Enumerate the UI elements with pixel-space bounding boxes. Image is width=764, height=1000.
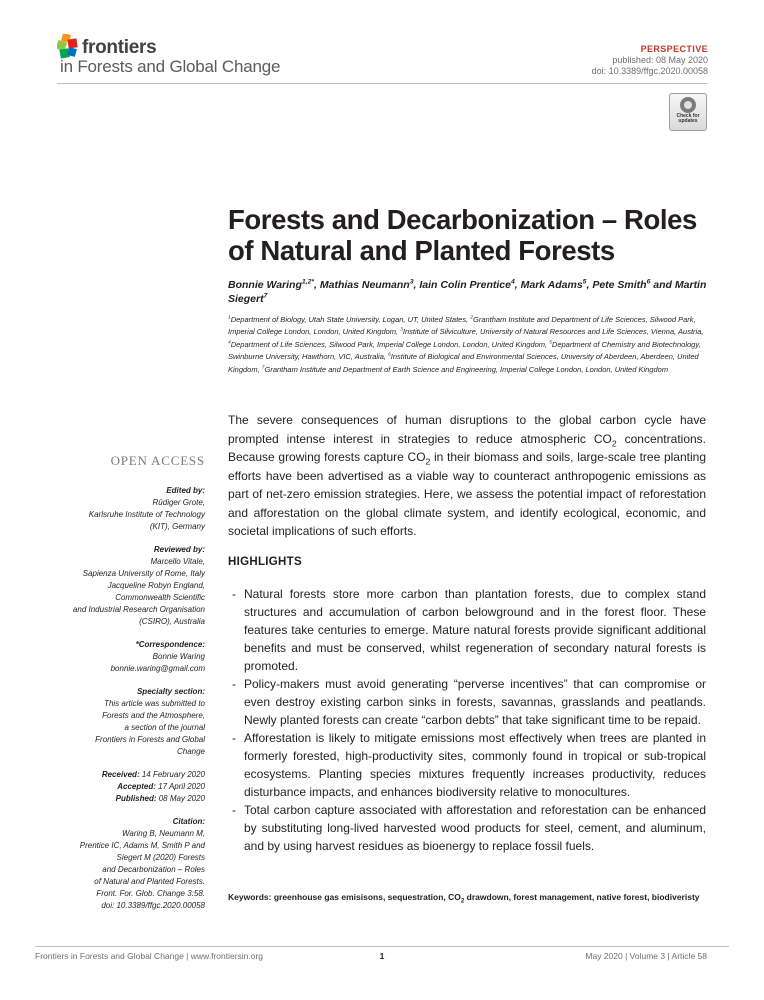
journal-logo[interactable] — [57, 34, 317, 82]
check-badge-label: Check for updates — [676, 113, 700, 124]
footer-issue-info: May 2020 | Volume 3 | Article 58 — [585, 951, 707, 961]
open-access-label: OPEN ACCESS — [110, 453, 205, 468]
affiliations — [228, 314, 710, 376]
published-date: published: 08 May 2020 — [612, 55, 708, 65]
header-divider — [57, 83, 707, 84]
check-for-updates-button[interactable] — [669, 93, 707, 131]
highlights-heading: HIGHLIGHTS — [228, 556, 302, 568]
keywords: Keywords: greenhouse gas emisisons, sequestration, $CO_2$ drawdown, forest management, native forest, biodiveristy — [228, 892, 700, 905]
author-name[interactable]: Mark Adams — [520, 279, 583, 291]
list-item: - Total carbon capture associated with afforestation and reforestation can be enhanced by substituting long-lived harvested wood products for steel, cement, and aluminum, and by using harvest residues as bioenergy to replace fossil fuels. — [232, 803, 706, 853]
author-affiliation-marker: 7 — [263, 292, 268, 300]
specialty-section-label: Specialty section: — [136, 687, 205, 696]
affiliation-marker: 2 — [470, 315, 473, 321]
footer-divider — [35, 946, 729, 947]
author-affiliation-marker: 6 — [646, 278, 651, 286]
crossmark-icon — [680, 97, 696, 113]
edited-by-label: Edited by: — [166, 486, 205, 495]
reviewed-by-label: Reviewed by: — [153, 545, 205, 554]
author-name[interactable]: Martin Siegert — [228, 279, 707, 305]
affiliation-marker: 3 — [400, 327, 403, 333]
abstract: The severe consequences of human disruptions to the global carbon cycle have prompted intense interest in strategies to reduce atmospheric $CO_2$ concentrations. Because growing forests capture $CO_2$ in their biomass and soils, large-scale tree planting efforts have been advertised as a viable way to counteract anthropogenic emissions as part of net-zero emission strategies. Here, we assess the potential impact of reforestation and afforestation on the global climate system, and identify ecological, economic, and societal implications of such efforts. — [228, 413, 706, 538]
affiliation-marker: 6 — [388, 352, 391, 358]
accepted-date: Accepted: 17 April 2020 — [117, 782, 205, 791]
author-affiliation-marker: 3 — [409, 278, 414, 286]
editor-info: Rüdiger Grote, Karlsruhe Institute of Technology (KIT), Germany — [88, 498, 205, 531]
page-number: 1 — [379, 951, 385, 961]
author-affiliation-marker: 4 — [510, 278, 515, 286]
article-meta — [592, 44, 708, 77]
affiliation-text: Institute of Biological and Environmental Sciences, University of Aberdeen, Aberdeen, United Kingdom, — [228, 352, 699, 374]
correspondent-email-link[interactable]: bonnie.waring@gmail.com — [110, 664, 205, 673]
list-item: - Afforestation is likely to mitigate emissions most effectively when trees are planted in formerly forested, high-productivity sites, commonly found in tropical or sub-tropical ecosystems. Planting species mixtures frequently increases productivity, reduces disturbance impacts, and enhances biodiversity relative to monocultures. — [232, 731, 706, 799]
author-name[interactable]: Pete Smith — [592, 279, 647, 291]
affiliation-marker: 4 — [228, 340, 231, 346]
author-name[interactable]: Bonnie Waring — [228, 279, 302, 291]
article-type: PERSPECTIVE — [640, 44, 708, 54]
author-affiliation-marker: 1,2* — [301, 278, 315, 286]
author-name[interactable]: Iain Colin Prentice — [419, 279, 511, 291]
affiliation-text: Department of Life Sciences, Silwood Park, Imperial College London, London, United Kingdom, — [230, 339, 550, 349]
affiliation-text: Grantham Institute and Department of Earth Science and Engineering, Imperial College London, London, United Kingdom — [264, 364, 669, 374]
citation-info: Waring B, Neumann M, Prentice IC, Adams M, Smith P and Siegert M (2020) Forests and Decarbonization – Roles of Natural and Planted Forests. Front. For. Glob. Change 3:58. doi: 10.3389/ffgc.2020.00058 — [50, 828, 205, 912]
author-name[interactable]: Mathias Neumann — [319, 279, 410, 291]
author-list: Bonnie Waring$^{1,2*}$, Mathias Neumann$^3$, Iain Colin Prentice$^4$, Mark Adams$^5$, Pete Smith$^6$ and Martin Siegert$^7$ — [228, 278, 707, 305]
list-item: - Natural forests store more carbon than plantation forests, due to complex stand structures and accumulation of carbon belowground and in the forest floor. These features take centuries to emerge. Mature natural forests provide significant additional benefits and must be conserved, whilst regeneration of secondary natural forests is promoted. — [232, 587, 706, 673]
affiliation-marker: 7 — [261, 365, 265, 371]
affiliation-marker: 1 — [228, 315, 231, 321]
article-info-sidebar — [50, 455, 205, 912]
list-item: - Policy-makers must avoid generating “perverse incentives” that can compromise or even destroy existing carbon sinks in forests, savannas, grasslands and peatlands. Newly planted forests can create “carbon debts” that take significant time to be repaid. — [232, 677, 706, 727]
article-doi[interactable]: doi: 10.3389/ffgc.2020.00058 — [591, 66, 708, 76]
article-dates — [50, 769, 205, 805]
journal-brand: frontiers — [82, 37, 157, 58]
correspondent-name: Bonnie Waring — [152, 652, 205, 661]
affiliation-text: Department of Chemistry and Biotechnology, Swinburne University, Hawthorn, VIC, Australia, — [228, 339, 701, 362]
highlights-list — [228, 585, 706, 855]
article-title: Forests and Decarbonization – Roles of Natural and Planted Forests — [228, 204, 697, 266]
citation-doi-link[interactable]: doi: 10.3389/ffgc.2020.00058 — [101, 901, 205, 910]
correspondence-info — [50, 651, 205, 675]
journal-subtitle: in Forests and Global Change — [60, 57, 281, 76]
received-date: Received: 14 February 2020 — [101, 770, 205, 779]
correspondence-label: *Correspondence: — [135, 640, 205, 649]
published-date-sidebar: Published: 08 May 2020 — [115, 794, 205, 803]
affiliation-text: Department of Biology, Utah State University, Logan, UT, United States, — [230, 315, 471, 324]
author-affiliation-marker: 5 — [582, 278, 587, 286]
citation-label: Citation: — [172, 817, 205, 826]
affiliation-text: Grantham Institute and Department of Life Sciences, Silwood Park, Imperial College London, London, United Kingdom, — [228, 315, 696, 337]
affiliation-marker: 5 — [549, 340, 552, 346]
reviewer-info: Marcello Vitale, Sapienza University of Rome, Italy Jacqueline Robyn England, Commonwealth Scientific and Industrial Research Organisation (CSIRO), Australia — [72, 557, 205, 626]
affiliation-text: Institute of Silviculture, University of Natural Resources and Life Sciences, Vienna, Austria, — [402, 327, 704, 337]
specialty-info: This article was submitted to Forests and the Atmosphere, a section of the journal Frontiers in Forests and Global Change — [95, 699, 205, 756]
footer-journal-link[interactable]: Frontiers in Forests and Global Change | www.frontiersin.org — [35, 951, 264, 961]
